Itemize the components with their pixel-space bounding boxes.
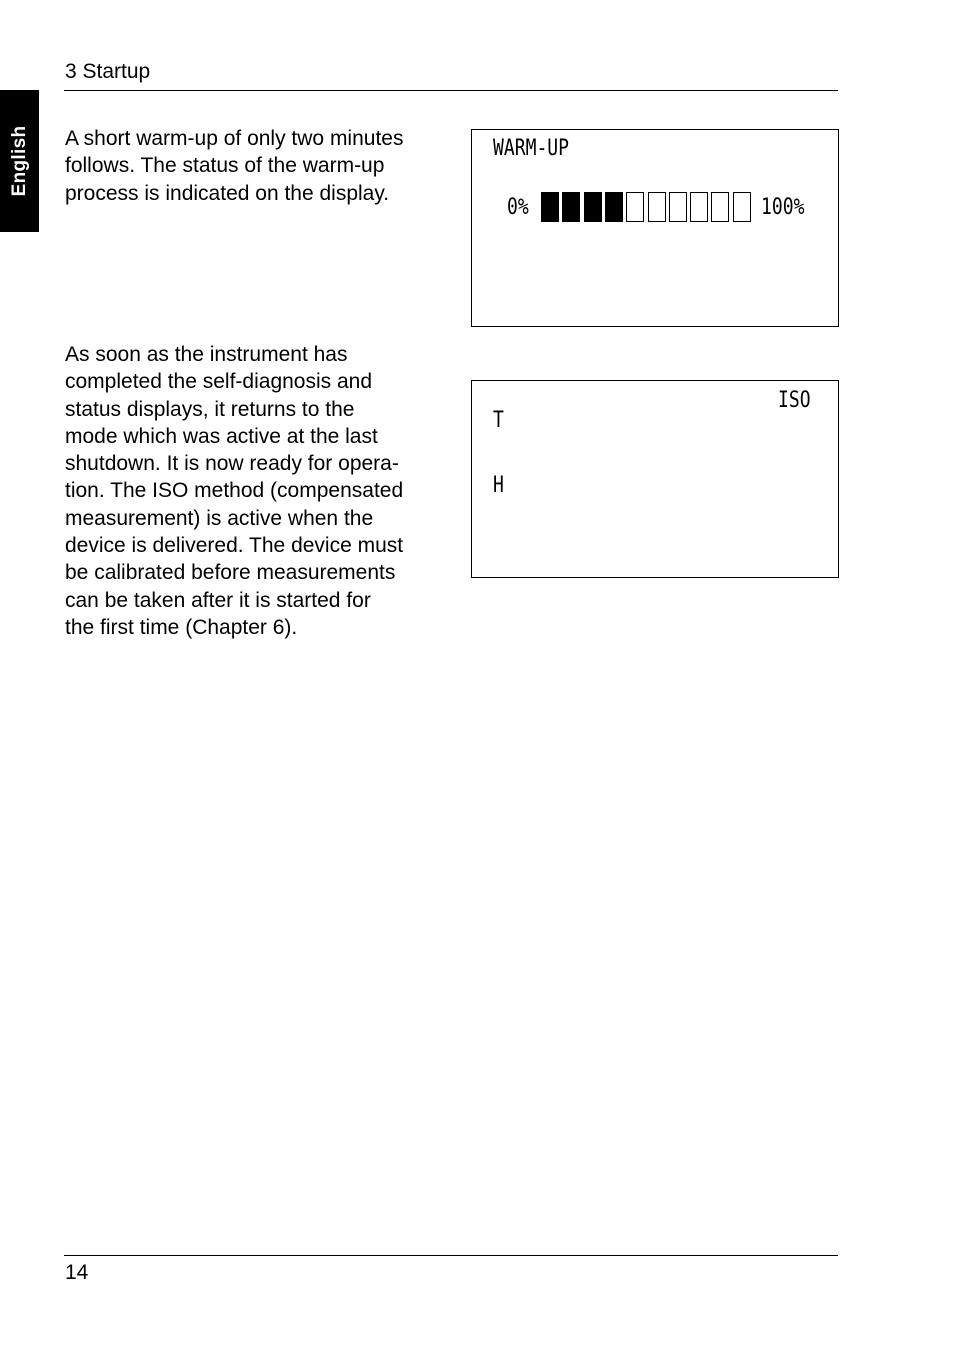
progress-segment	[541, 192, 559, 222]
progress-segment	[669, 192, 687, 222]
progress-start-label: 0%	[507, 195, 529, 220]
warmup-display	[471, 129, 839, 327]
progress-segment	[584, 192, 602, 222]
progress-segment	[626, 192, 644, 222]
header-divider	[64, 90, 838, 91]
measurement-display	[471, 380, 839, 578]
warmup-description	[65, 125, 437, 207]
temperature-label: T	[493, 408, 504, 433]
language-tab	[0, 90, 39, 232]
progress-end-label: 100%	[761, 195, 805, 220]
humidity-label: H	[493, 473, 504, 498]
page-number: 14	[65, 1261, 89, 1284]
ready-paragraph: As soon as the instrument has completed the self-diagnosis and status displays, it returns to the mode which was active at the last shutdown. It is now ready for opera- tion. The ISO method (compensated measurement) is active when the device is delivered. The device must be calibrated before measurements can be taken after it is started for the first time (Chapter 6).	[65, 343, 404, 639]
warmup-title: WARM-UP	[493, 136, 570, 161]
mode-indicator: ISO	[778, 388, 811, 413]
progress-segment	[648, 192, 666, 222]
progress-segment	[733, 192, 751, 222]
section-title: 3 Startup	[65, 60, 151, 83]
progress-segment	[690, 192, 708, 222]
progress-segment	[605, 192, 623, 222]
footer-divider	[64, 1255, 838, 1256]
language-tab-label: English	[8, 125, 30, 197]
ready-description	[65, 341, 437, 641]
progress-segment	[711, 192, 729, 222]
warmup-paragraph: A short warm-up of only two minutes follows. The status of the warm-up process is indicated on the display.	[65, 127, 404, 205]
progress-segment	[562, 192, 580, 222]
warmup-progress-bar	[541, 192, 755, 224]
